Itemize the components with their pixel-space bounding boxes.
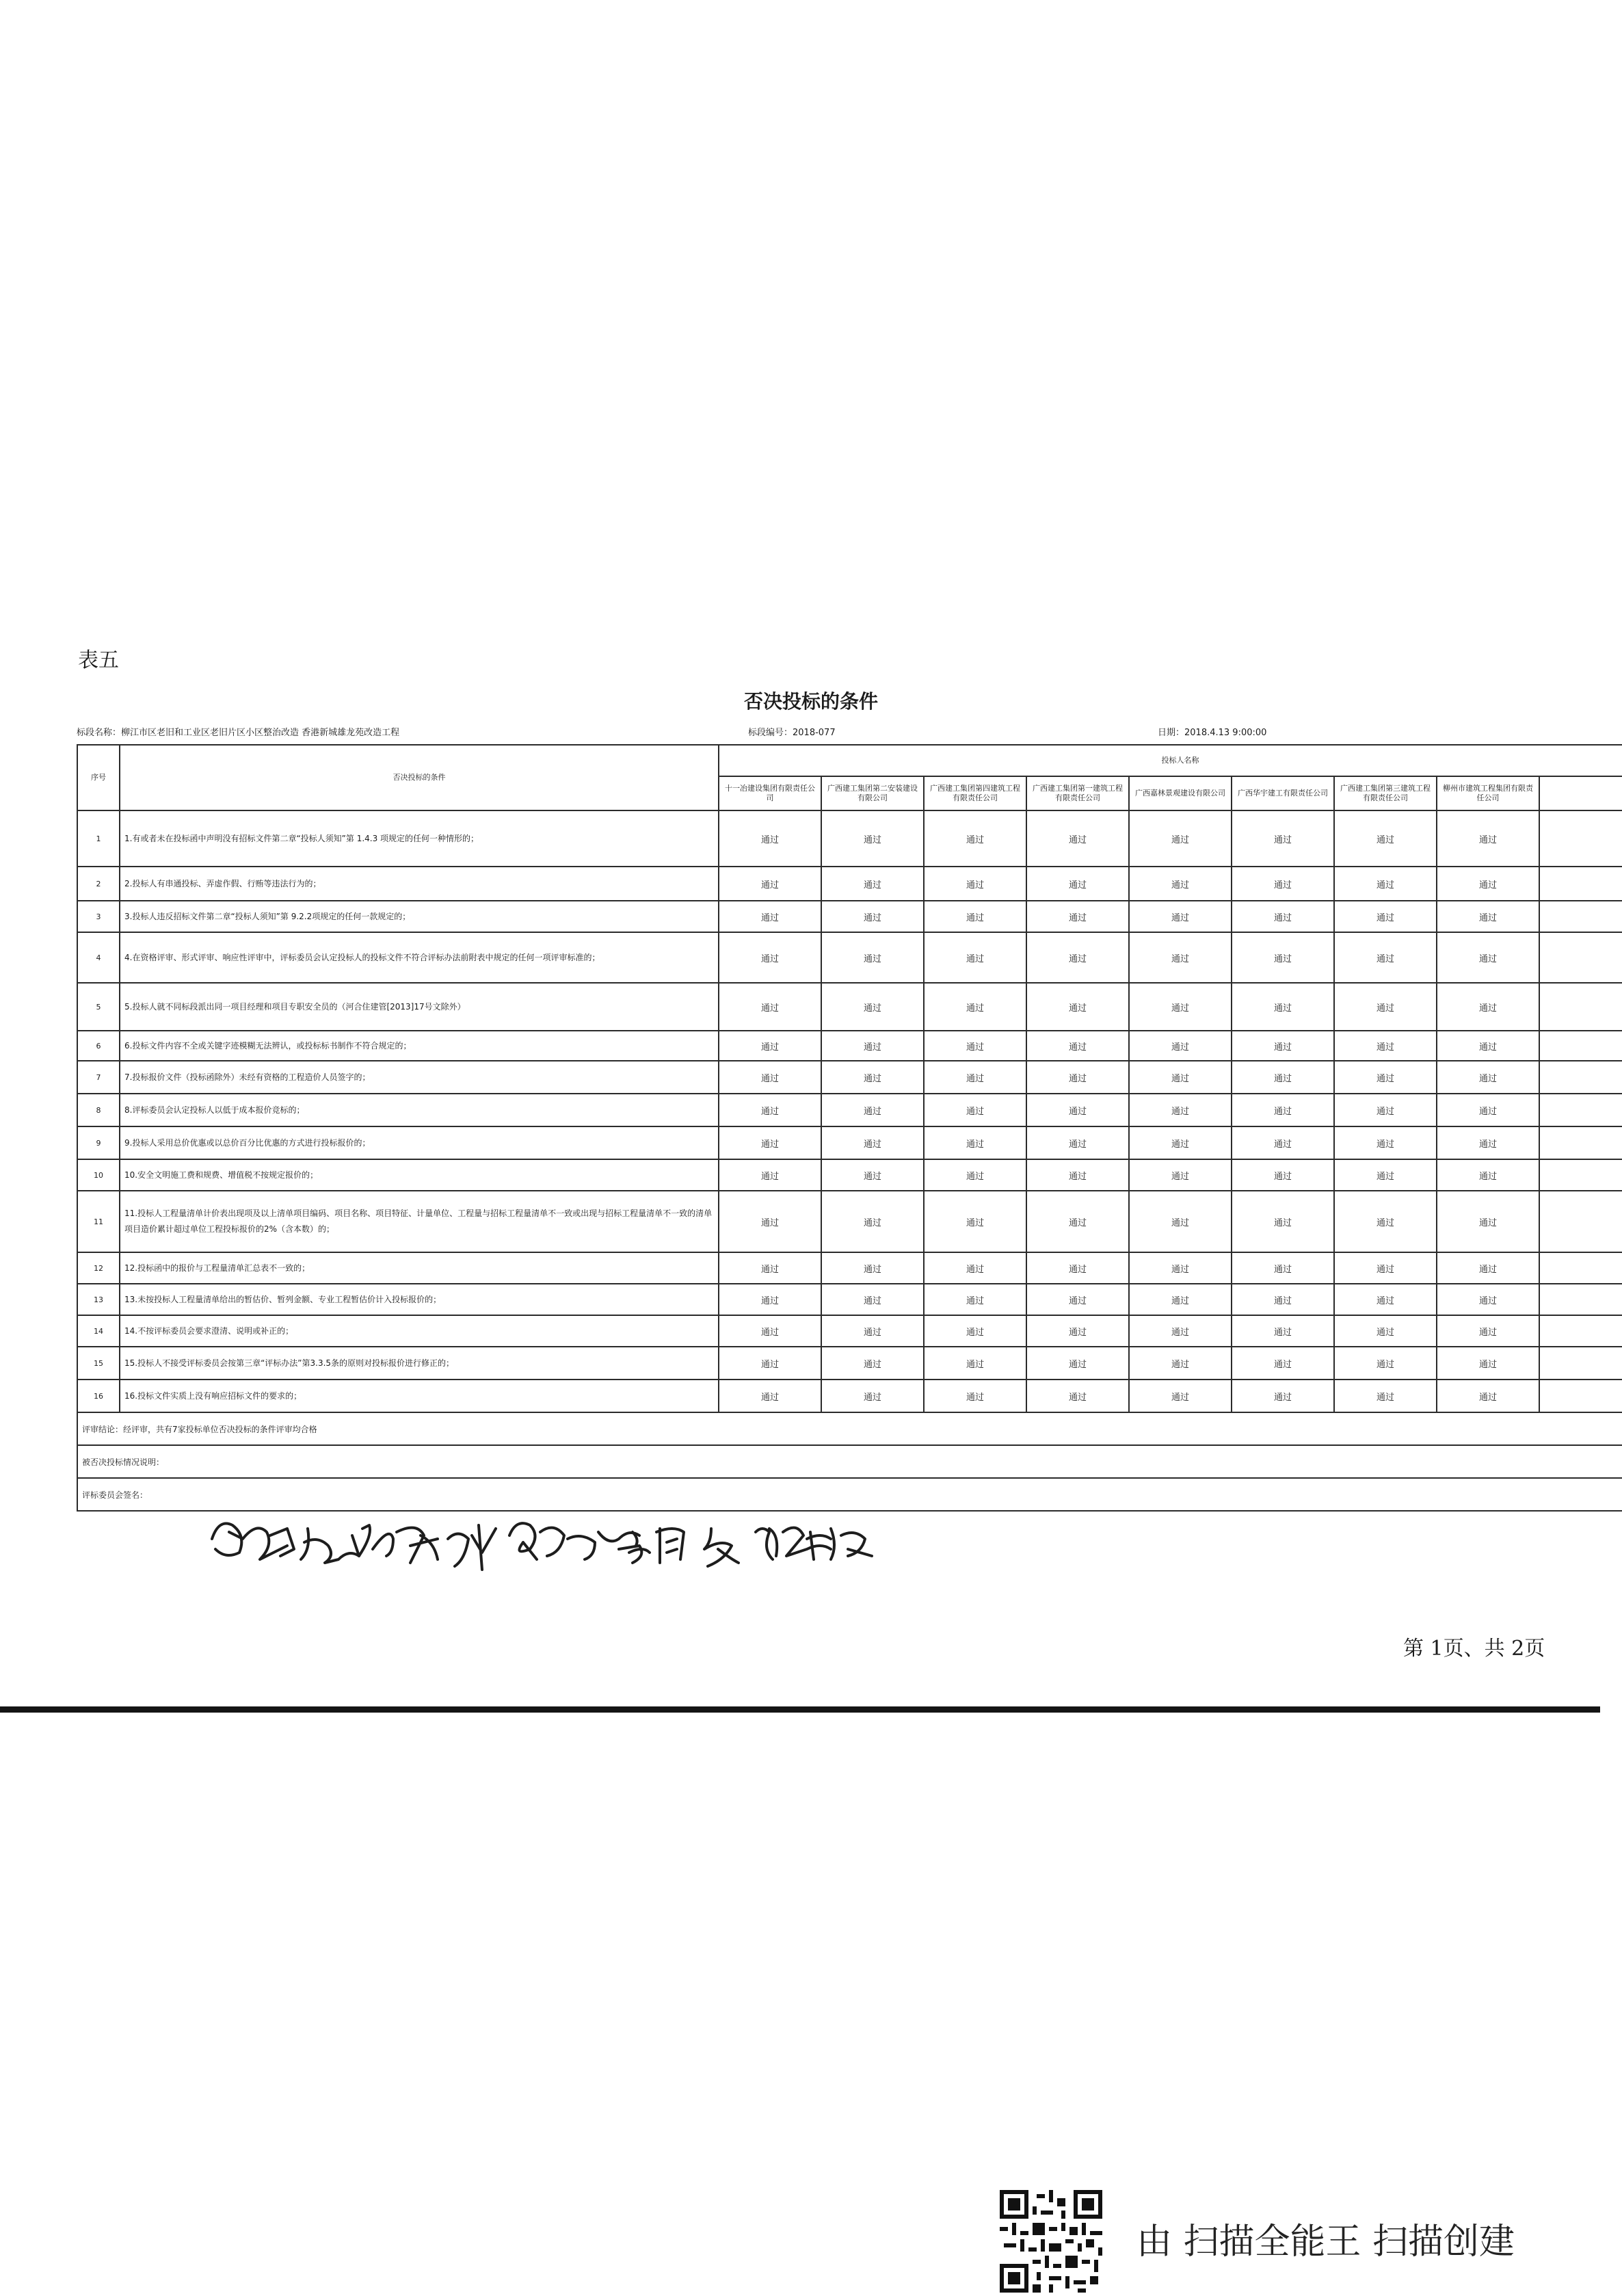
result-cell: 通过 (1129, 1347, 1232, 1380)
result-cell: 通过 (1437, 1380, 1539, 1412)
signature-1 (212, 1524, 359, 1563)
table-row (77, 1347, 1622, 1380)
result-cell (1539, 1126, 1622, 1159)
table-row (77, 1094, 1622, 1126)
result-cell: 通过 (719, 1347, 821, 1380)
result-cell (1539, 1284, 1622, 1315)
result-cell: 通过 (1334, 983, 1437, 1031)
result-cell (1539, 1094, 1622, 1126)
result-cell: 通过 (1026, 1061, 1129, 1094)
result-cell: 通过 (821, 1347, 924, 1380)
result-cell: 通过 (924, 867, 1026, 901)
row-seq: 2 (77, 867, 120, 901)
result-cell (1539, 983, 1622, 1031)
result-cell: 通过 (719, 932, 821, 983)
review-conclusion: 评审结论：经评审，共有7家投标单位否决投标的条件评审均合格 (77, 1412, 1622, 1445)
result-cell: 通过 (1026, 1031, 1129, 1061)
result-cell: 通过 (1026, 1380, 1129, 1412)
row-seq: 6 (77, 1031, 120, 1061)
row-condition: 12.投标函中的报价与工程量清单汇总表不一致的； (120, 1252, 719, 1284)
result-cell: 通过 (719, 1380, 821, 1412)
row-seq: 3 (77, 901, 120, 932)
result-cell: 通过 (1232, 983, 1334, 1031)
table-row (77, 1380, 1622, 1412)
result-cell: 通过 (1232, 1284, 1334, 1315)
result-cell: 通过 (821, 901, 924, 932)
result-cell: 通过 (924, 1061, 1026, 1094)
result-cell: 通过 (1026, 810, 1129, 867)
result-cell: 通过 (821, 1159, 924, 1191)
result-cell: 通过 (1129, 1380, 1232, 1412)
signature-2 (352, 1525, 496, 1570)
result-cell: 通过 (1232, 867, 1334, 901)
row-seq: 5 (77, 983, 120, 1031)
result-cell: 通过 (1437, 1315, 1539, 1347)
result-cell: 通过 (821, 1191, 924, 1252)
result-cell: 通过 (1026, 932, 1129, 983)
bidders-header: 投标人名称 (719, 745, 1622, 776)
result-cell: 通过 (1232, 1061, 1334, 1094)
result-cell: 通过 (1334, 1284, 1437, 1315)
result-cell: 通过 (1232, 1094, 1334, 1126)
row-condition: 5.投标人就不同标段派出同一项目经理和项目专职安全员的（河合住建管[2013]17号文除外） (120, 983, 719, 1031)
result-cell (1539, 1159, 1622, 1191)
result-cell: 通过 (924, 810, 1026, 867)
result-cell: 通过 (1437, 1284, 1539, 1315)
signature-5 (756, 1528, 872, 1559)
result-cell: 通过 (924, 1126, 1026, 1159)
row-condition: 7.投标报价文件（投标函除外）未经有资格的工程造价人员签字的； (120, 1061, 719, 1094)
result-cell: 通过 (1026, 867, 1129, 901)
result-cell (1539, 1252, 1622, 1284)
result-cell: 通过 (924, 1252, 1026, 1284)
result-cell: 通过 (924, 1191, 1026, 1252)
row-condition: 11.投标人工程量清单计价表出现项及以上清单项目编码、项目名称、项目特征、计量单位、工程量与招标工程量清单不一致或出现与招标工程量清单不一致的清单项目造价累计超过单位工程投标报价的2%（含本数）的； (120, 1191, 719, 1252)
result-cell: 通过 (1232, 1380, 1334, 1412)
result-cell: 通过 (1437, 901, 1539, 932)
result-cell: 通过 (1129, 810, 1232, 867)
result-cell: 通过 (1334, 1252, 1437, 1284)
bidder-name: 广西建工集团第三建筑工程有限责任公司 (1334, 776, 1437, 810)
result-cell: 通过 (1232, 1159, 1334, 1191)
result-cell: 通过 (1437, 1094, 1539, 1126)
bidder-name: 广西建工集团第一建筑工程有限责任公司 (1026, 776, 1129, 810)
result-cell: 通过 (821, 1061, 924, 1094)
row-condition: 1.有或者未在投标函中声明没有招标文件第二章“投标人须知”第 1.4.3 项规定的任何一种情形的； (120, 810, 719, 867)
row-seq: 12 (77, 1252, 120, 1284)
row-seq: 1 (77, 810, 120, 867)
result-cell: 通过 (1334, 901, 1437, 932)
seq-header: 序号 (77, 745, 120, 810)
result-cell: 通过 (1232, 932, 1334, 983)
signature-label: 评标委员会签名： (82, 1490, 148, 1500)
result-cell: 通过 (1334, 1031, 1437, 1061)
result-cell: 通过 (719, 1284, 821, 1315)
row-seq: 11 (77, 1191, 120, 1252)
result-cell: 通过 (1334, 932, 1437, 983)
result-cell: 通过 (821, 1380, 924, 1412)
result-cell: 通过 (1334, 1159, 1437, 1191)
result-cell: 通过 (1437, 1252, 1539, 1284)
table-row (77, 810, 1622, 867)
result-cell (1539, 1191, 1622, 1252)
row-seq: 16 (77, 1380, 120, 1412)
rejection-conditions-table (77, 744, 1622, 1512)
bidder-name: 广西华宇建工有限责任公司 (1232, 776, 1334, 810)
bidder-name (1539, 776, 1622, 810)
result-cell: 通过 (719, 983, 821, 1031)
qr-code-icon (1000, 2190, 1102, 2293)
result-cell: 通过 (1129, 1159, 1232, 1191)
row-condition: 3.投标人违反招标文件第二章“投标人须知”第 9.2.2项规定的任何一款规定的； (120, 901, 719, 932)
row-condition: 10.安全文明施工费和规费、增值税不按规定报价的； (120, 1159, 719, 1191)
result-cell: 通过 (821, 1126, 924, 1159)
result-cell (1539, 901, 1622, 932)
result-cell (1539, 1031, 1622, 1061)
result-cell: 通过 (924, 932, 1026, 983)
result-cell: 通过 (1437, 1347, 1539, 1380)
result-cell: 通过 (924, 1284, 1026, 1315)
result-cell: 通过 (1026, 901, 1129, 932)
row-condition: 13.未按投标人工程量清单给出的暂估价、暂列金额、专业工程暂估价计入投标报价的； (120, 1284, 719, 1315)
result-cell: 通过 (1026, 1126, 1129, 1159)
result-cell: 通过 (1232, 1252, 1334, 1284)
result-cell: 通过 (924, 1347, 1026, 1380)
result-cell: 通过 (1334, 1347, 1437, 1380)
result-cell: 通过 (719, 1159, 821, 1191)
result-cell: 通过 (1232, 810, 1334, 867)
result-cell: 通过 (719, 1315, 821, 1347)
result-cell: 通过 (1437, 867, 1539, 901)
result-cell: 通过 (1232, 1031, 1334, 1061)
table-row (77, 1126, 1622, 1159)
result-cell: 通过 (1129, 983, 1232, 1031)
result-cell: 通过 (821, 1094, 924, 1126)
result-cell: 通过 (924, 1031, 1026, 1061)
result-cell: 通过 (1129, 1126, 1232, 1159)
table-row (77, 1252, 1622, 1284)
result-cell: 通过 (1334, 1191, 1437, 1252)
page-number: 第 1页、共 2页 (1403, 1637, 1545, 1661)
table-row (77, 1031, 1622, 1061)
result-cell: 通过 (719, 1061, 821, 1094)
result-cell: 通过 (1129, 867, 1232, 901)
result-cell: 通过 (719, 901, 821, 932)
bidder-name: 柳州市建筑工程集团有限责任公司 (1437, 776, 1539, 810)
table-row (77, 932, 1622, 983)
result-cell: 通过 (1334, 1380, 1437, 1412)
result-cell: 通过 (1232, 1191, 1334, 1252)
result-cell: 通过 (1334, 1061, 1437, 1094)
scanner-credit: 由 扫描全能王 扫描创建 (1136, 2221, 1515, 2262)
result-cell: 通过 (1437, 932, 1539, 983)
result-cell: 通过 (1232, 901, 1334, 932)
result-cell: 通过 (1026, 1252, 1129, 1284)
document-title: 否决投标的条件 (743, 690, 878, 713)
result-cell: 通过 (719, 810, 821, 867)
result-cell: 通过 (924, 1159, 1026, 1191)
result-cell: 通过 (719, 1252, 821, 1284)
result-cell (1539, 1061, 1622, 1094)
result-cell: 通过 (1437, 1061, 1539, 1094)
result-cell: 通过 (1026, 983, 1129, 1031)
row-condition: 9.投标人采用总价优惠或以总价百分比优惠的方式进行投标报价的； (120, 1126, 719, 1159)
result-cell: 通过 (1129, 932, 1232, 983)
result-cell: 通过 (1026, 1284, 1129, 1315)
signature-4 (629, 1529, 739, 1566)
result-cell: 通过 (1026, 1191, 1129, 1252)
table-row (77, 1159, 1622, 1191)
signature-row (77, 1478, 1622, 1511)
result-cell: 通过 (719, 867, 821, 901)
row-condition: 4.在资格评审、形式评审、响应性评审中，评标委员会认定投标人的投标文件不符合评标办法前附表中规定的任何一项评审标准的； (120, 932, 719, 983)
row-seq: 14 (77, 1315, 120, 1347)
table-row (77, 983, 1622, 1031)
row-seq: 8 (77, 1094, 120, 1126)
result-cell: 通过 (1129, 1061, 1232, 1094)
result-cell (1539, 810, 1622, 867)
table-row (77, 901, 1622, 932)
result-cell: 通过 (1232, 1347, 1334, 1380)
result-cell: 通过 (924, 1380, 1026, 1412)
result-cell: 通过 (1129, 1315, 1232, 1347)
result-cell (1539, 932, 1622, 983)
result-cell: 通过 (1437, 1031, 1539, 1061)
row-condition: 6.投标文件内容不全或关键字迹模糊无法辨认，或投标标书制作不符合规定的； (120, 1031, 719, 1061)
row-condition: 14.不按评标委员会要求澄清、说明或补正的； (120, 1315, 719, 1347)
signature-3 (509, 1523, 641, 1563)
result-cell: 通过 (1334, 1126, 1437, 1159)
result-cell: 通过 (1129, 1191, 1232, 1252)
bid-date: 日期：2018.4.13 9:00:00 (1158, 728, 1267, 738)
row-seq: 7 (77, 1061, 120, 1094)
result-cell (1539, 1315, 1622, 1347)
result-cell: 通过 (924, 1094, 1026, 1126)
result-cell: 通过 (1129, 1284, 1232, 1315)
result-cell: 通过 (924, 1315, 1026, 1347)
table-row (77, 1284, 1622, 1315)
bidder-name: 十一冶建设集团有限责任公司 (719, 776, 821, 810)
result-cell: 通过 (1129, 1094, 1232, 1126)
row-seq: 4 (77, 932, 120, 983)
bidder-name: 广西建工集团第二安装建设有限公司 (821, 776, 924, 810)
result-cell: 通过 (821, 932, 924, 983)
row-seq: 15 (77, 1347, 120, 1380)
result-cell: 通过 (1437, 810, 1539, 867)
result-cell: 通过 (924, 983, 1026, 1031)
table-row (77, 1061, 1622, 1094)
result-cell: 通过 (719, 1191, 821, 1252)
rejection-note: 被否决投标情况说明： (77, 1445, 1622, 1478)
result-cell: 通过 (1437, 1191, 1539, 1252)
result-cell: 通过 (719, 1094, 821, 1126)
result-cell: 通过 (1129, 901, 1232, 932)
result-cell: 通过 (1026, 1347, 1129, 1380)
row-condition: 8.评标委员会认定投标人以低于成本报价竞标的； (120, 1094, 719, 1126)
result-cell: 通过 (821, 867, 924, 901)
table-row (77, 1315, 1622, 1347)
bidder-name: 广西嘉林景观建设有限公司 (1129, 776, 1232, 810)
result-cell: 通过 (821, 1031, 924, 1061)
result-cell: 通过 (1026, 1315, 1129, 1347)
condition-header: 否决投标的条件 (120, 745, 719, 810)
result-cell (1539, 867, 1622, 901)
result-cell: 通过 (1334, 867, 1437, 901)
page-bottom-rule (0, 1706, 1600, 1713)
result-cell: 通过 (1437, 1126, 1539, 1159)
result-cell (1539, 1347, 1622, 1380)
project-name: 标段名称：柳江市区老旧和工业区老旧片区小区整治改造 香港新城雄龙苑改造工程 (77, 728, 400, 738)
result-cell: 通过 (1334, 810, 1437, 867)
result-cell: 通过 (924, 901, 1026, 932)
result-cell: 通过 (1334, 1094, 1437, 1126)
table-label: 表五 (78, 648, 119, 672)
result-cell: 通过 (1129, 1252, 1232, 1284)
result-cell: 通过 (821, 1252, 924, 1284)
result-cell: 通过 (821, 1315, 924, 1347)
row-seq: 13 (77, 1284, 120, 1315)
result-cell: 通过 (821, 810, 924, 867)
row-seq: 9 (77, 1126, 120, 1159)
bidder-name: 广西建工集团第四建筑工程有限责任公司 (924, 776, 1026, 810)
row-condition: 2.投标人有串通投标、弄虚作假、行贿等违法行为的； (120, 867, 719, 901)
row-condition: 16.投标文件实质上没有响应招标文件的要求的； (120, 1380, 719, 1412)
result-cell: 通过 (821, 1284, 924, 1315)
table-row (77, 1191, 1622, 1252)
result-cell: 通过 (719, 1126, 821, 1159)
result-cell: 通过 (1437, 983, 1539, 1031)
result-cell (1539, 1380, 1622, 1412)
result-cell: 通过 (1129, 1031, 1232, 1061)
result-cell: 通过 (821, 983, 924, 1031)
result-cell: 通过 (1437, 1159, 1539, 1191)
result-cell: 通过 (1026, 1159, 1129, 1191)
result-cell: 通过 (1026, 1094, 1129, 1126)
result-cell: 通过 (1334, 1315, 1437, 1347)
table-row (77, 867, 1622, 901)
result-cell: 通过 (1232, 1126, 1334, 1159)
row-condition: 15.投标人不接受评标委员会按第三章“评标办法”第3.3.5条的原则对投标报价进行修正的； (120, 1347, 719, 1380)
result-cell: 通过 (719, 1031, 821, 1061)
bid-number: 标段编号：2018-077 (748, 728, 836, 738)
row-seq: 10 (77, 1159, 120, 1191)
result-cell: 通过 (1232, 1315, 1334, 1347)
